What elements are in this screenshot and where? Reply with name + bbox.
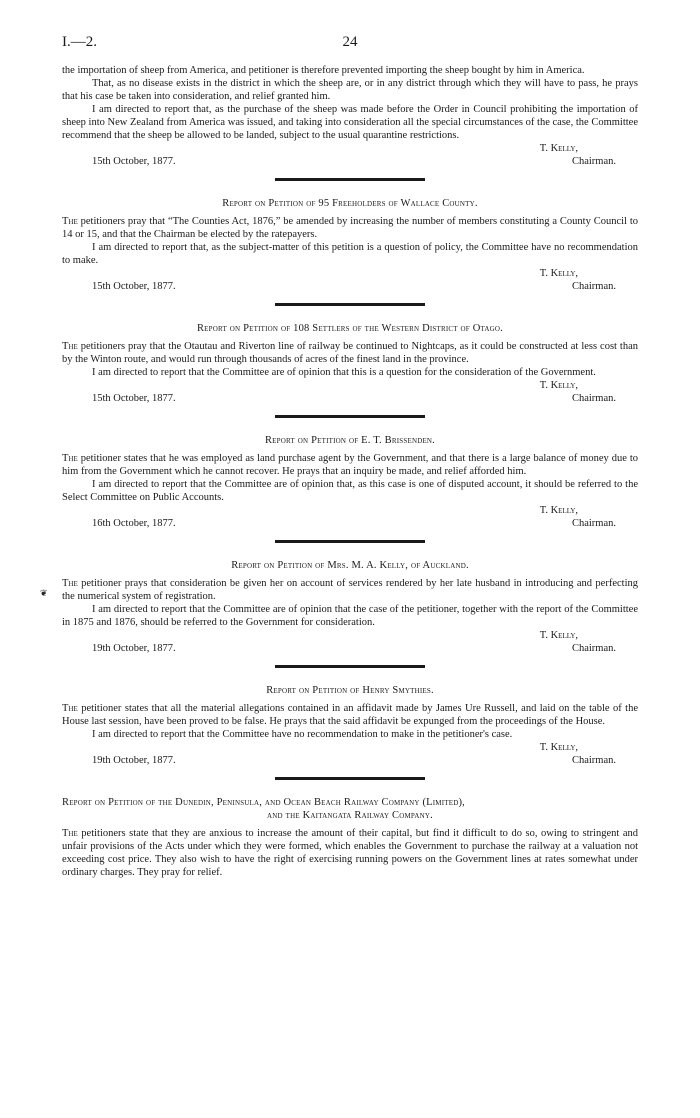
section-title: Report on Petition of the Dunedin, Peninsula, and Ocean Beach Railway Company (Limited), bbox=[62, 797, 465, 808]
signer-role: Chairman. bbox=[571, 156, 616, 167]
section-divider bbox=[275, 777, 425, 780]
signer-role: Chairman. bbox=[571, 643, 616, 654]
report-section-smythies bbox=[62, 684, 638, 780]
section-title: Report on Petition of E. T. Brissenden. bbox=[264, 435, 436, 446]
report-date: 19th October, 1877. bbox=[92, 643, 176, 654]
section-divider bbox=[275, 665, 425, 668]
signature-block bbox=[62, 379, 638, 405]
intro-paragraph-3: I am directed to report that, as the purchase of the sheep was made before the Order in Council prohibiting the importation of sheep into New Zealand from America was issued, and taking into consideration all the special circumstances of the case, the Committee recommend that the sheep be allowed to be landed, subject to the usual quarantine restrictions. bbox=[62, 104, 638, 141]
first-word: The bbox=[62, 578, 78, 589]
section-title: Report on Petition of 95 Freeholders of Wallace County. bbox=[222, 198, 478, 209]
report-date: 15th October, 1877. bbox=[92, 393, 176, 404]
signer-role: Chairman. bbox=[571, 755, 616, 766]
paragraph-2: I am directed to report that, as the subject-matter of this petition is a question of policy, the Committee have no recommendation to make. bbox=[62, 242, 638, 266]
intro-paragraph-1: the importation of sheep from America, and petitioner is therefore prevented importing the sheep bought by him in America. bbox=[62, 65, 585, 76]
signature-block bbox=[62, 504, 638, 530]
page-number: 24 bbox=[342, 34, 358, 50]
section-title: Report on Petition of Mrs. M. A. Kelly, of Auckland. bbox=[231, 560, 469, 571]
paragraph-2: I am directed to report that the Committee are of opinion that, as this case is one of disputed account, it should be referred to the Select Committee on Public Accounts. bbox=[62, 479, 638, 503]
paragraph-1: petitioners pray that the Otautau and Riverton line of railway be continued to Nightcaps, as it could be constructed at less cost than by the Winton route, and would run through thousands of acres of the finest land in the province. bbox=[62, 341, 638, 365]
report-date: 15th October, 1877. bbox=[92, 281, 176, 292]
paragraph-1: petitioner states that he was employed as land purchase agent by the Government, and that there is a large balance of money due to him from the Government which he cannot recover. He prays that an inquiry be made, and relief afforded him. bbox=[62, 453, 638, 477]
report-section-dunedin-railway bbox=[62, 796, 638, 879]
report-date: 16th October, 1877. bbox=[92, 518, 176, 529]
section-title: Report on Petition of Henry Smythies. bbox=[266, 685, 434, 696]
signer-role: Chairman. bbox=[571, 518, 616, 529]
report-section-otago bbox=[62, 322, 638, 418]
report-section-wallace bbox=[62, 197, 638, 306]
first-word: The bbox=[62, 216, 78, 227]
paragraph-1: petitioners state that they are anxious to increase the amount of their capital, but find it difficult to do so, owing to stringent and unfair provisions of the Acts under which they were formed, which enables the Government to purchase the railway at a valuation not exceeding cost price. They also wish to have the right of exercising running powers on the Government lines at rates somewhat under ordinary charges. They pray for relief. bbox=[62, 828, 638, 878]
signature-block bbox=[62, 629, 638, 655]
report-section-kelly bbox=[62, 559, 638, 668]
signer-name: T. Kelly, bbox=[539, 630, 578, 641]
signature-block bbox=[62, 741, 638, 767]
signer-name: T. Kelly, bbox=[539, 742, 578, 753]
paragraph-1: petitioner states that all the material allegations contained in an affidavit made by James Ure Russell, and laid on the table of the House last session, have been proved to be false. He prays that the said affidavit be expunged from the proceedings of the House. bbox=[62, 703, 638, 727]
signer-name: T. Kelly, bbox=[539, 268, 578, 279]
signer-name: T. Kelly, bbox=[539, 380, 578, 391]
signer-role: Chairman. bbox=[571, 281, 616, 292]
first-word: The bbox=[62, 341, 78, 352]
paragraph-2: I am directed to report that the Committee are of opinion that this is a question for the consideration of the Government. bbox=[92, 367, 596, 378]
section-divider bbox=[275, 178, 425, 181]
section-divider bbox=[275, 540, 425, 543]
signature-block bbox=[62, 142, 638, 168]
page-header bbox=[62, 34, 638, 64]
first-word: The bbox=[62, 828, 78, 839]
section-title-continued: and the Kaitangata Railway Company. bbox=[267, 810, 433, 821]
document-page bbox=[62, 34, 638, 879]
section-divider bbox=[275, 303, 425, 306]
first-word: The bbox=[62, 703, 78, 714]
paper-reference: I.—2. bbox=[62, 34, 97, 50]
paragraph-1: petitioners pray that “The Counties Act, 1876,” be amended by increasing the number of members constituting a County Council to 14 or 15, and that the Chairman be elected by the ratepayers. bbox=[62, 216, 638, 240]
paragraph-2: I am directed to report that the Committee have no recommendation to make in the petitioner's case. bbox=[92, 729, 513, 740]
section-title: Report on Petition of 108 Settlers of the Western District of Otago. bbox=[196, 323, 504, 334]
section-divider bbox=[275, 415, 425, 418]
signer-name: T. Kelly, bbox=[539, 143, 578, 154]
paragraph-2: I am directed to report that the Committee are of opinion that the case of the petitioner, together with the report of the Committee in 1875 and 1876, should be referred to the Government for consideration. bbox=[62, 604, 638, 628]
signature-block bbox=[62, 267, 638, 293]
signer-name: T. Kelly, bbox=[539, 505, 578, 516]
signer-role: Chairman. bbox=[571, 393, 616, 404]
report-date: 15th October, 1877. bbox=[92, 156, 176, 167]
intro-section bbox=[62, 64, 638, 181]
first-word: The bbox=[62, 453, 78, 464]
report-section-brissenden bbox=[62, 434, 638, 543]
intro-paragraph-2: That, as no disease exists in the district in which the sheep are, or in any district through which they will have to pass, he prays that his case be taken into consideration, and relief granted him. bbox=[62, 78, 638, 102]
margin-mark: ❦ bbox=[40, 588, 48, 598]
paragraph-1: petitioner prays that consideration be given her on account of services rendered by her late husband in introducing and perfecting the numerical system of registration. bbox=[62, 578, 638, 602]
report-date: 19th October, 1877. bbox=[92, 755, 176, 766]
